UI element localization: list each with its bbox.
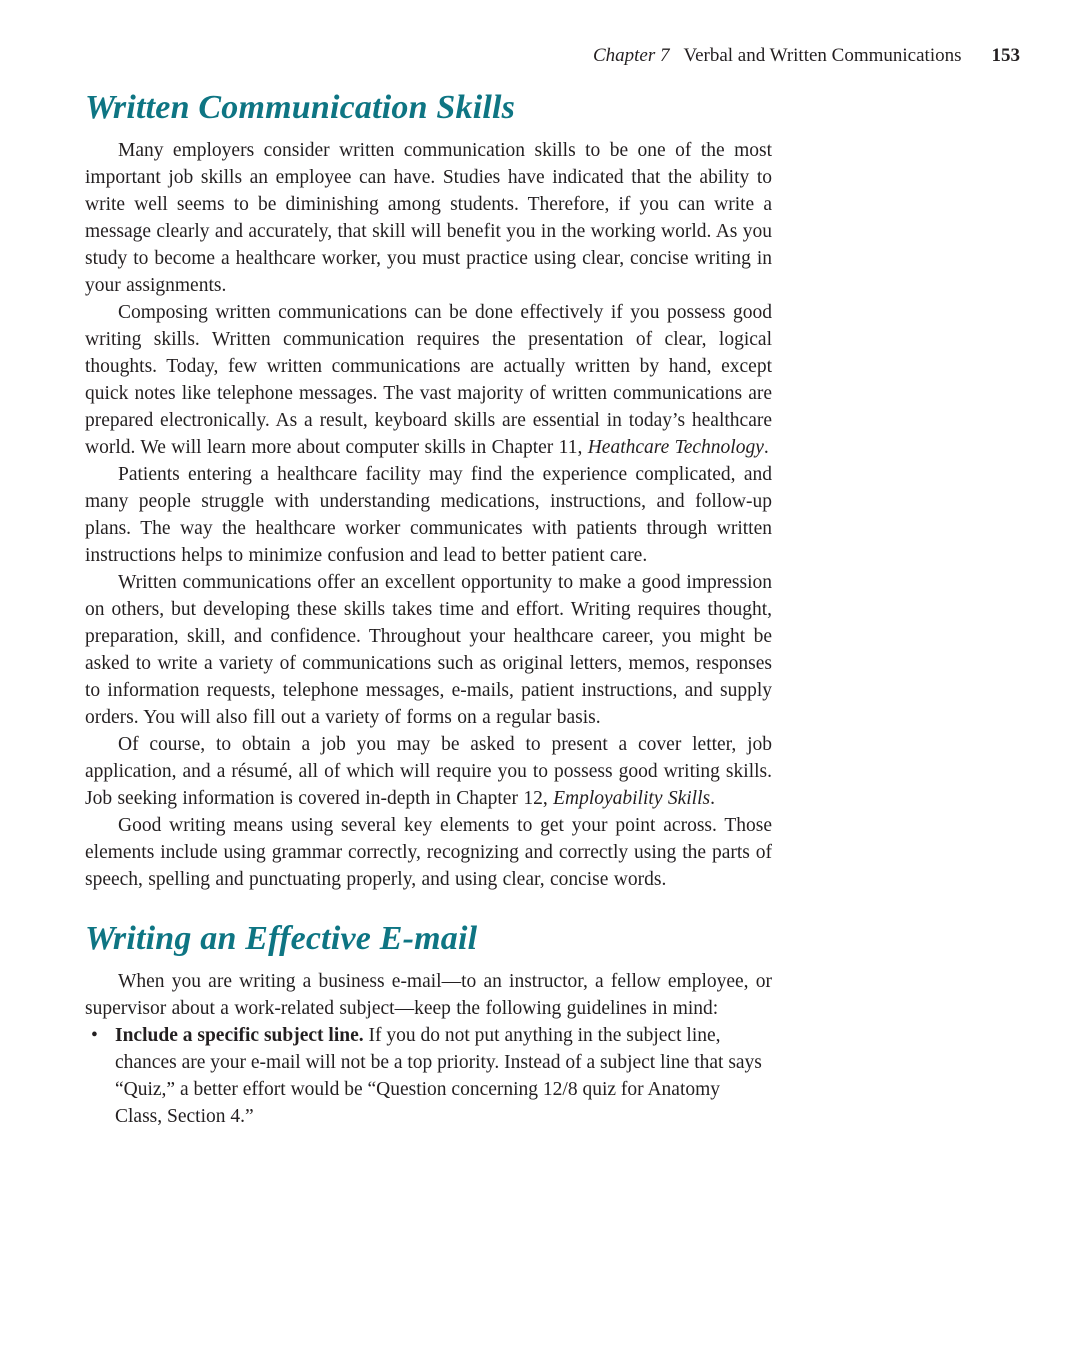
bullet-item [85,1022,772,1130]
page-number: 153 [991,45,1020,66]
paragraph-5-text: Of course, to obtain a job you may be asked to present a cover letter, job application, and a résumé, all of which will require you to possess good writing skills. Job seeking information is covered in-depth in Chapter 12, [85,734,772,809]
bullet-bold-lead: Include a specific subject line. [115,1025,364,1046]
paragraph-5-end: . [710,788,715,809]
running-head [593,44,1020,68]
bullet-text [115,1022,772,1130]
paragraph-7-intro: When you are writing a business e-mail—to an instructor, a fellow employee, or supervisor about a work-related subject—keep the following guidelines in mind: [85,971,772,1019]
chapter-11-reference-italic: Heathcare Technology [587,437,764,458]
paragraph-2-end: . [763,437,769,458]
chapter-label: Chapter 7 [592,45,670,66]
bullet-body: If you do not put anything in the subject line, chances are your e-mail will not be a top priority. Instead of a subject line that says “Quiz,” a better effort would be “Question concerning 12/8 quiz for Anatomy Class, Section 4.” [115,1025,762,1127]
paragraph-2 [85,299,772,461]
page-content [85,88,772,1130]
paragraph-3: Patients entering a healthcare facility may find the experience complicated, and many people struggle with understanding medications, instructions, and follow-up plans. The way the healthcare worker communicates with patients through written instructions helps to minimize confusion and lead to better patient care. [85,464,772,566]
paragraph-5 [85,731,772,812]
paragraph-2-text: Composing written communications can be done effectively if you possess good writing skills. Written communication requires the presentation of clear, logical thoughts. Today, few written communications are actually written by hand, except quick notes like telephone messages. The vast majority of written communications are prepared electronically. As a result, keyboard skills are essential in today’s healthcare world. We will learn more about computer skills in Chapter 11, [85,302,772,458]
section-heading-writing-an-effective-email: Writing an Effective E-mail [85,920,478,957]
paragraph-1: Many employers consider written communication skills to be one of the most important job skills an employee can have. Studies have indicated that the ability to write well seems to be diminishing among students. Therefore, if you can write a message clearly and accurately, that skill will benefit you in the working world. As you study to become a healthcare worker, you must practice using clear, concise writing in your assignments. [85,140,772,296]
bullet-icon: • [91,1025,98,1046]
paragraph-4: Written communications offer an excellent opportunity to make a good impression on others, but developing these skills takes time and effort. Writing requires thought, preparation, skill, and confidence. Throughout your healthcare career, you might be asked to write a variety of communications such as original letters, memos, responses to information requests, telephone messages, e-mails, patient instructions, and supply orders. You will also fill out a variety of forms on a regular basis. [85,572,772,728]
chapter-title: Verbal and Written Communications [683,45,962,66]
chapter-12-reference-italic: Employability Skills [553,788,711,809]
section-heading-written-communication-skills: Written Communication Skills [85,89,516,126]
paragraph-6: Good writing means using several key elements to get your point across. Those elements include using grammar correctly, recognizing and correctly using the parts of speech, spelling and punctuating properly, and using clear, concise words. [85,815,772,890]
